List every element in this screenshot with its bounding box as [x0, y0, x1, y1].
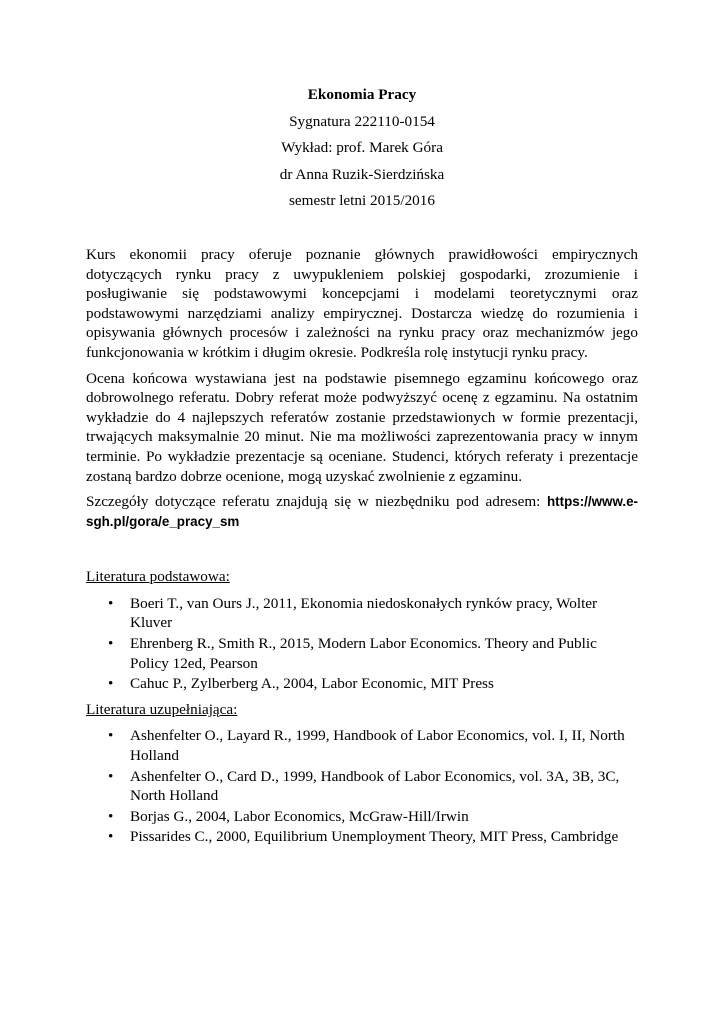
list-item: [86, 827, 638, 847]
supplementary-literature-heading: Literatura uzupełniająca:: [86, 700, 238, 718]
paper-details: [86, 492, 638, 531]
list-item-text: Ashenfelter O., Layard R., 1999, Handbook of Labor Economics, vol. I, II, North Holland: [130, 727, 625, 765]
list-item: [86, 594, 638, 633]
course-signature: Sygnatura 222110-0154: [289, 112, 435, 130]
bullet-icon: •: [108, 594, 114, 612]
assessment-description: Ocena końcowa wystawiana jest na podstawie pisemnego egzaminu końcowego oraz dobrowolnego referatu. Dobry referat może podwyższyć ocenę z egzaminu. Na ostatnim wykładzie do 4 najlepszych referatów zostanie przedstawionych w formie prezentacji, trwających maksymalnie 20 minut. Nie ma możliwości zaprezentowania pracy w innym terminie. Po wykładzie prezentacje są oceniane. Studenci, których referaty i prezentacje zostaną bardzo dobrze ocenione, mogą uzyskać zwolnienie z egzaminu.: [86, 369, 638, 485]
list-item: [86, 726, 638, 765]
instructor: dr Anna Ruzik-Sierdzińska: [279, 165, 445, 183]
bullet-icon: •: [108, 767, 114, 785]
course-title: Ekonomia Pracy: [307, 86, 417, 103]
list-item-text: Cahuc P., Zylberberg A., 2004, Labor Economic, MIT Press: [130, 675, 494, 693]
lecturer: Wykład: prof. Marek Góra: [281, 139, 443, 157]
list-item: [86, 807, 638, 827]
list-item: [86, 674, 638, 694]
bullet-icon: •: [108, 828, 114, 846]
list-item: [86, 634, 638, 673]
supplementary-literature-list: [86, 726, 638, 847]
basic-literature-list: [86, 594, 638, 694]
bullet-icon: •: [108, 727, 114, 745]
list-item-text: Pissarides C., 2000, Equilibrium Unemployment Theory, MIT Press, Cambridge: [130, 828, 619, 846]
list-item: [86, 767, 638, 806]
list-item-text: Ehrenberg R., Smith R., 2015, Modern Labor Economics. Theory and Public Policy 12ed, Pearson: [130, 635, 597, 672]
document-page: [86, 85, 638, 853]
list-item-text: Ashenfelter O., Card D., 1999, Handbook of Labor Economics, vol. 3A, 3B, 3C, North Holland: [130, 767, 620, 805]
paper-details-link[interactable]: https://www.e-sgh.pl/gora/e_pracy_sm: [86, 494, 639, 529]
list-item-text: Borjas G., 2004, Labor Economics, McGraw-Hill/Irwin: [130, 807, 469, 825]
bullet-icon: •: [108, 807, 114, 825]
semester: semestr letni 2015/2016: [289, 192, 435, 210]
course-description: Kurs ekonomii pracy oferuje poznanie głównych prawidłowości empirycznych dotyczących rynku pracy z uwypukleniem polskiej gospodarki, zrozumienie i posługiwanie się podstawowymi koncepcjami i modelami teoretycznymi oraz podstawowymi narzędziami analizy empirycznej. Dostarcza wiedzę do rozumienia i opisywania głównych procesów i zależności na rynku pracy oraz mechanizmów jego funkcjonowania w krótkim i długim okresie. Podkreśla rolę instytucji rynku pracy.: [86, 245, 638, 361]
bullet-icon: •: [108, 635, 114, 653]
list-item-text: Boeri T., van Ours J., 2011, Ekonomia niedoskonałych rynków pracy, Wolter Kluver: [130, 594, 598, 632]
paper-details-text: Szczegóły dotyczące referatu znajdują się w niezbędniku pod adresem:: [86, 493, 541, 511]
bullet-icon: •: [108, 675, 114, 693]
basic-literature-heading: Literatura podstawowa:: [86, 568, 230, 586]
document-header: [86, 85, 638, 211]
